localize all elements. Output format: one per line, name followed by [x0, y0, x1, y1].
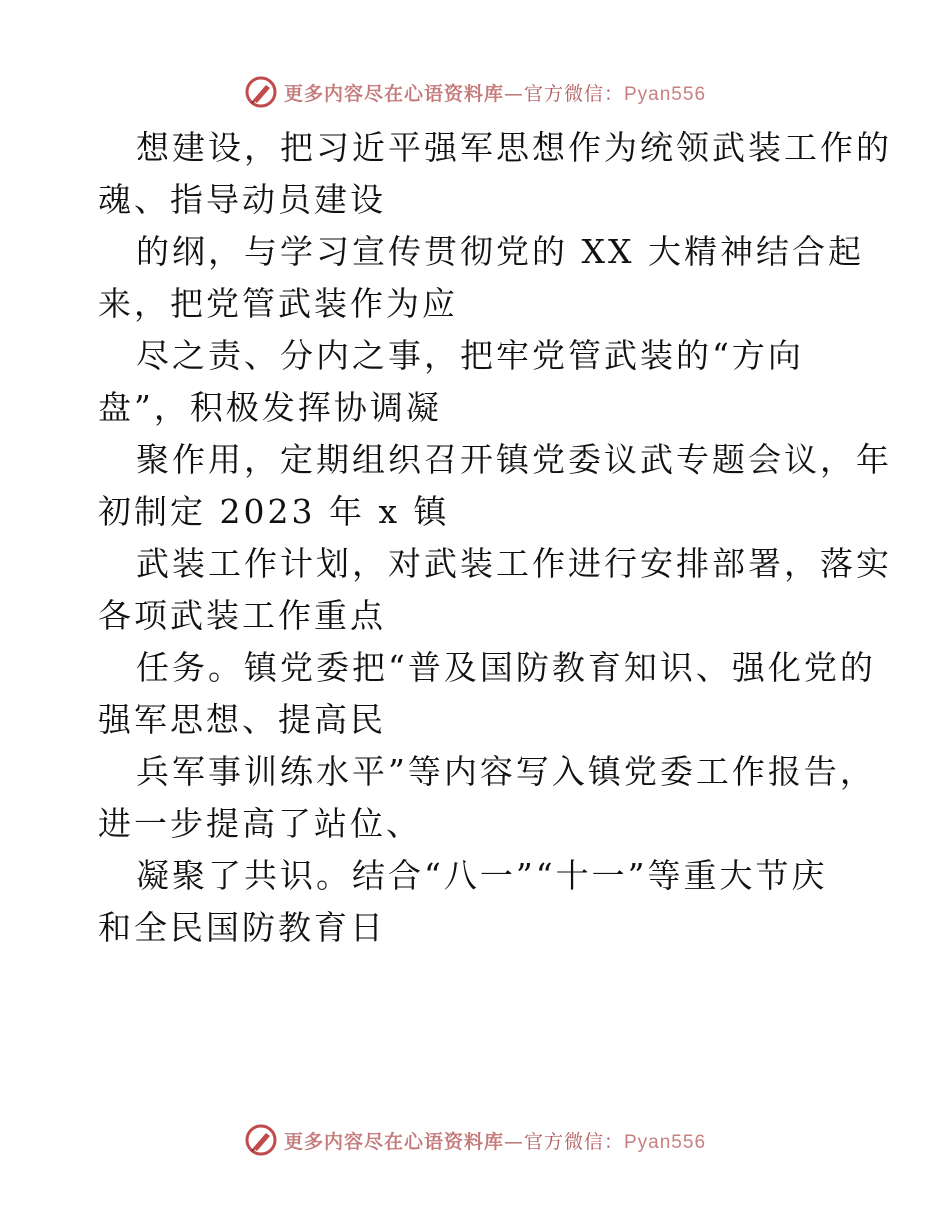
- watermark-wechat-id: Pyan556: [624, 83, 707, 105]
- watermark-wechat-label: 官方微信：: [523, 82, 624, 105]
- pen-logo-icon: [244, 1123, 278, 1157]
- text-line: 初制定 2023 年 x 镇: [98, 492, 450, 531]
- paragraph: [98, 434, 892, 538]
- paragraph: [98, 122, 892, 226]
- document-body: [98, 122, 892, 954]
- paragraph: [98, 538, 892, 642]
- text-line: 想建设，把习近平强军思想作为统领武装工作的: [136, 128, 892, 167]
- text-line: 武装工作计划，对武装工作进行安排部署，落实: [136, 544, 892, 583]
- watermark-text: [284, 1127, 706, 1154]
- paragraph: [98, 746, 876, 850]
- text-line: 尽之责、分内之事，把牢党管武装的“方向: [136, 336, 804, 375]
- paragraph: [98, 330, 858, 434]
- text-line: 兵军事训练水平”等内容写入镇党委工作报告，: [136, 752, 876, 791]
- paragraph: [98, 226, 864, 330]
- watermark-text: [284, 79, 706, 106]
- text-line: 魂、指导动员建设: [98, 180, 386, 219]
- watermark-brand: 更多内容尽在心语资料库: [283, 1130, 504, 1153]
- text-line: 聚作用，定期组织召开镇党委议武专题会议，年: [136, 440, 892, 479]
- watermark-wechat-label: 官方微信：: [523, 1130, 624, 1153]
- watermark-separator: —: [503, 1130, 524, 1153]
- pen-logo-icon: [244, 75, 278, 109]
- paragraph: [98, 642, 876, 746]
- text-line: 强军思想、提高民: [98, 700, 386, 739]
- text-line: 的纲，与学习宣传贯彻党的 XX 大精神结合起: [136, 232, 864, 271]
- text-line: 盘”，积极发挥协调凝: [98, 388, 442, 427]
- text-line: 和全民国防教育日: [98, 908, 386, 947]
- header-watermark: [0, 72, 950, 112]
- text-line: 进一步提高了站位、: [98, 804, 422, 843]
- footer-watermark: [0, 1120, 950, 1160]
- text-line: 各项武装工作重点: [98, 596, 386, 635]
- watermark-wechat-id: Pyan556: [624, 1131, 707, 1153]
- watermark-brand: 更多内容尽在心语资料库: [283, 82, 504, 105]
- text-line: 凝聚了共识。结合“八一”“十一”等重大节庆: [136, 856, 828, 895]
- watermark-separator: —: [503, 82, 524, 105]
- text-line: 任务。镇党委把“普及国防教育知识、强化党的: [136, 648, 876, 687]
- paragraph: [98, 850, 858, 954]
- text-line: 来，把党管武装作为应: [98, 284, 458, 323]
